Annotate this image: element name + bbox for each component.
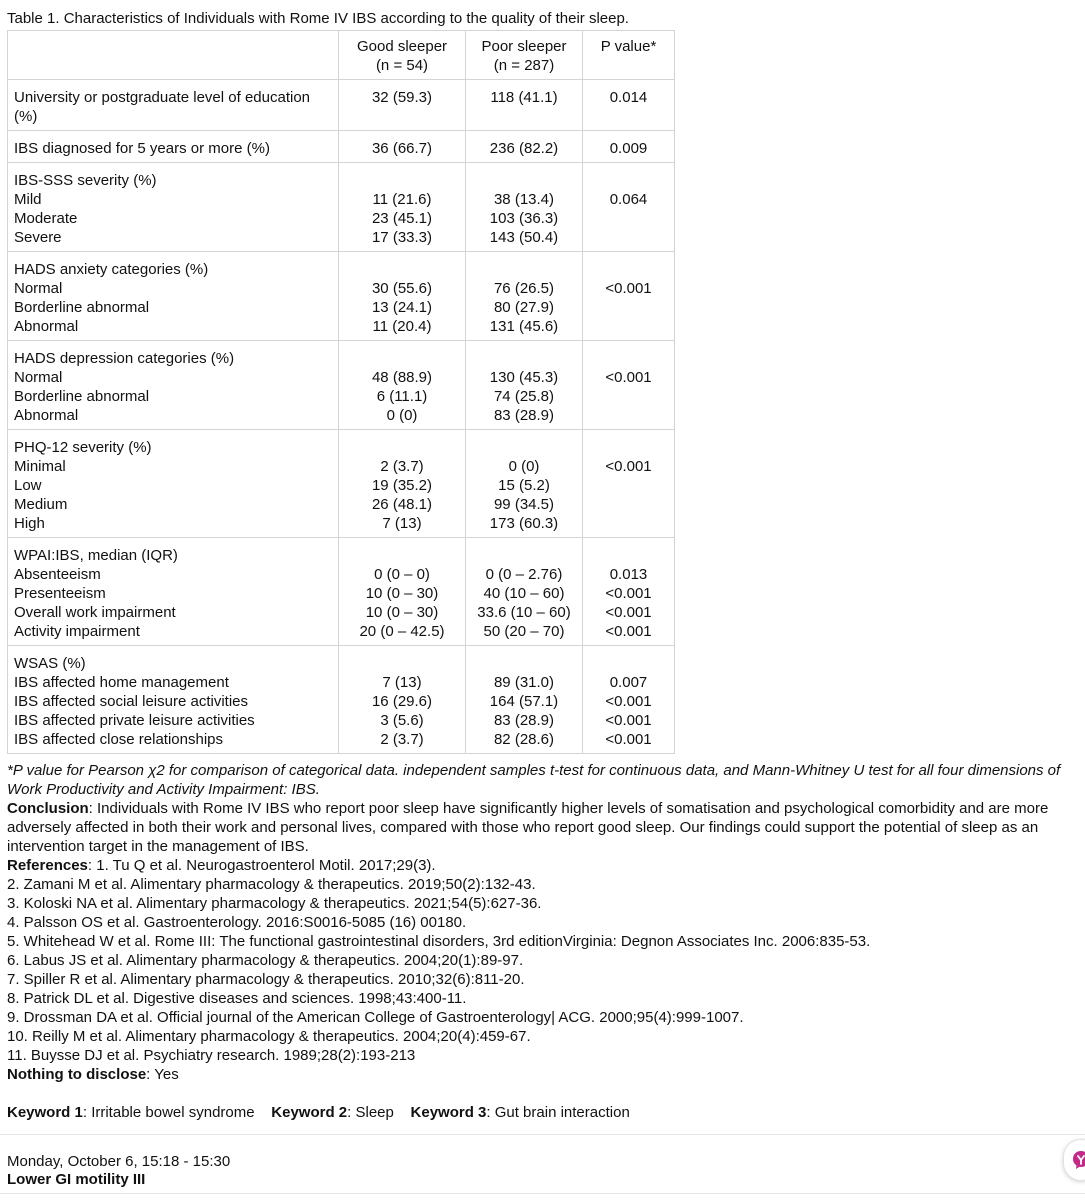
poor-sleeper-value-cell xyxy=(466,163,583,252)
good-sleeper-value: 36 (66.7) xyxy=(371,140,433,157)
p-value: 0.013 xyxy=(609,566,648,583)
row-heading: HADS anxiety categories (%) xyxy=(14,261,209,278)
poor-sleeper-value: 0 (0 – 2.76) xyxy=(485,566,563,583)
ai-assistant-icon xyxy=(1070,1149,1085,1171)
conclusion-label: Conclusion xyxy=(7,800,89,817)
good-sleeper-value: 19 (35.2) xyxy=(371,477,433,494)
p-value: <0.001 xyxy=(605,712,652,729)
row-label-cell xyxy=(8,163,339,252)
references-heading xyxy=(7,856,1079,875)
p-value: 0.014 xyxy=(609,89,648,106)
poor-sleeper-value: 82 (28.6) xyxy=(493,731,555,748)
good-sleeper-value: 13 (24.1) xyxy=(371,299,433,316)
row-sublabel: Absenteeism xyxy=(14,566,101,583)
session-datetime: Monday, October 6, 15:18 - 15:30 xyxy=(7,1153,231,1170)
row-label-cell xyxy=(8,252,339,341)
p-value xyxy=(585,349,672,368)
poor-sleeper-value: 89 (31.0) xyxy=(493,674,555,691)
row-label-cell xyxy=(8,80,339,131)
poor-sleeper-value-cell xyxy=(466,646,583,754)
good-sleeper-value: 0 (0) xyxy=(386,407,418,424)
row-sublabel: IBS affected social leisure activities xyxy=(14,693,249,710)
good-sleeper-value: 10 (0 – 30) xyxy=(365,604,439,621)
good-sleeper-value: 11 (20.4) xyxy=(372,318,432,335)
row-sublabel: Normal xyxy=(14,280,63,297)
good-sleeper-value xyxy=(341,171,463,190)
good-sleeper-value xyxy=(341,260,463,279)
poor-sleeper-value-cell xyxy=(466,538,583,646)
good-sleeper-value: 17 (33.3) xyxy=(371,229,433,246)
table-row xyxy=(8,430,675,538)
good-sleeper-value-cell xyxy=(339,80,466,131)
session-title[interactable]: Lower GI motility III xyxy=(7,1171,146,1188)
row-sublabel: Overall work impairment xyxy=(14,604,176,621)
keyword-3-label: Keyword 3 xyxy=(410,1104,487,1121)
poor-sleeper-value-cell xyxy=(466,341,583,430)
p-value-cell xyxy=(583,252,675,341)
good-sleeper-value: 48 (88.9) xyxy=(371,369,433,386)
p-value-cell xyxy=(583,646,675,754)
poor-sleeper-value: 164 (57.1) xyxy=(489,693,559,710)
p-value: <0.001 xyxy=(605,280,652,297)
good-sleeper-value: 11 (21.6) xyxy=(372,191,432,208)
good-sleeper-value: 2 (3.7) xyxy=(380,731,424,748)
reference-item: : 1. Tu Q et al. Neurogastroenterol Motil. 2017;29(3). xyxy=(87,857,436,874)
poor-sleeper-value: 15 (5.2) xyxy=(498,477,550,494)
session-info[interactable] xyxy=(7,1153,230,1189)
section-divider xyxy=(0,1134,1085,1135)
poor-sleeper-value: 83 (28.9) xyxy=(493,407,555,424)
reference-item: 9. Drossman DA et al. Official journal of the American College of Gastroenterology| ACG. 2000;95(4):999-1007. xyxy=(7,1009,744,1026)
row-sublabel: Borderline abnormal xyxy=(14,299,150,316)
p-value: <0.001 xyxy=(605,458,652,475)
p-value: 0.009 xyxy=(609,140,648,157)
p-value xyxy=(585,438,672,457)
row-sublabel: Low xyxy=(14,477,42,494)
row-label-cell xyxy=(8,131,339,163)
p-value: <0.001 xyxy=(605,585,652,602)
row-sublabel: High xyxy=(14,515,45,532)
row-sublabel: Activity impairment xyxy=(14,623,140,640)
references-label: References xyxy=(7,857,88,874)
poor-sleeper-value-cell xyxy=(466,252,583,341)
row-heading: IBS diagnosed for 5 years or more (%) xyxy=(14,140,270,157)
p-value xyxy=(585,654,672,673)
keyword-2-label: Keyword 2 xyxy=(271,1104,348,1121)
row-label-cell xyxy=(8,430,339,538)
row-sublabel: Severe xyxy=(14,229,62,246)
poor-sleeper-value xyxy=(468,546,580,565)
p-value: <0.001 xyxy=(605,604,652,621)
floating-assistant-button[interactable] xyxy=(1063,1139,1085,1181)
good-sleeper-value xyxy=(341,349,463,368)
good-sleeper-value xyxy=(341,654,463,673)
good-sleeper-value-cell xyxy=(339,538,466,646)
poor-sleeper-value: 40 (10 – 60) xyxy=(483,585,565,602)
poor-sleeper-value: 118 (41.1) xyxy=(490,89,558,106)
poor-sleeper-value-cell xyxy=(466,80,583,131)
row-label-cell xyxy=(8,646,339,754)
table-row xyxy=(8,163,675,252)
keyword-1-value: : Irritable bowel syndrome xyxy=(82,1104,255,1121)
row-sublabel: Abnormal xyxy=(14,318,79,335)
good-sleeper-value: 6 (11.1) xyxy=(376,388,428,405)
good-sleeper-value: 7 (13) xyxy=(382,515,422,532)
table-row xyxy=(8,131,675,163)
row-sublabel: Mild xyxy=(14,191,42,208)
good-sleeper-value: 2 (3.7) xyxy=(380,458,424,475)
row-sublabel: Medium xyxy=(14,496,68,513)
table-row xyxy=(8,341,675,430)
keywords-line xyxy=(7,1103,1079,1122)
row-heading: University or postgraduate level of education (%) xyxy=(14,89,311,125)
row-heading: PHQ-12 severity (%) xyxy=(14,439,152,456)
poor-sleeper-value xyxy=(468,654,580,673)
p-value: <0.001 xyxy=(605,623,652,640)
disclosure-value: : Yes xyxy=(146,1066,179,1083)
good-sleeper-value: 3 (5.6) xyxy=(380,712,424,729)
disclosure-line xyxy=(7,1065,1079,1084)
row-sublabel: Minimal xyxy=(14,458,66,475)
p-value-cell xyxy=(583,80,675,131)
p-value xyxy=(585,171,672,190)
table-row xyxy=(8,80,675,131)
p-value-cell xyxy=(583,163,675,252)
p-value: <0.001 xyxy=(605,731,652,748)
poor-sleeper-value: 0 (0) xyxy=(508,458,540,475)
row-sublabel: IBS affected home management xyxy=(14,674,229,691)
good-sleeper-value: 32 (59.3) xyxy=(371,89,433,106)
poor-sleeper-value xyxy=(468,171,580,190)
reference-item: 7. Spiller R et al. Alimentary pharmacology & therapeutics. 2010;32(6):811-20. xyxy=(7,971,525,988)
poor-sleeper-value: 131 (45.6) xyxy=(489,318,559,335)
poor-sleeper-value xyxy=(468,349,580,368)
good-sleeper-value: 20 (0 – 42.5) xyxy=(359,623,445,640)
p-value-cell xyxy=(583,341,675,430)
row-sublabel: IBS affected private leisure activities xyxy=(14,712,255,729)
bottom-divider xyxy=(0,1193,1085,1194)
p-value: 0.064 xyxy=(609,191,648,208)
reference-item: 11. Buysse DJ et al. Psychiatry research. 1989;28(2):193-213 xyxy=(7,1047,416,1064)
row-heading: WPAI:IBS, median (IQR) xyxy=(14,547,178,564)
row-heading: WSAS (%) xyxy=(14,655,86,672)
row-label-cell xyxy=(8,341,339,430)
reference-item: 10. Reilly M et al. Alimentary pharmacology & therapeutics. 2004;20(4):459-67. xyxy=(7,1028,531,1045)
poor-sleeper-value: 50 (20 – 70) xyxy=(483,623,565,640)
row-heading: HADS depression categories (%) xyxy=(14,350,235,367)
poor-sleeper-value: 143 (50.4) xyxy=(489,229,559,246)
keyword-3-value: : Gut brain interaction xyxy=(486,1104,630,1121)
p-value xyxy=(585,546,672,565)
conclusion-text: : Individuals with Rome IV IBS who report poor sleep have significantly higher levels of somatisation and psychological comorbidity and are more adversely affected in both their work and personal lives, compared with those who report good sleep. Our findings could support the potential of sleep as an intervention target in the management of IBS. xyxy=(7,800,1049,855)
good-sleeper-value-cell xyxy=(339,163,466,252)
keyword-1-label: Keyword 1 xyxy=(7,1104,83,1121)
p-value xyxy=(585,260,672,279)
good-sleeper-value: 10 (0 – 30) xyxy=(365,585,439,602)
reference-item: 3. Koloski NA et al. Alimentary pharmacology & therapeutics. 2021;54(5):627-36. xyxy=(7,895,542,912)
row-sublabel: IBS affected close relationships xyxy=(14,731,224,748)
good-sleeper-value-cell xyxy=(339,131,466,163)
row-sublabel: Normal xyxy=(14,369,63,386)
row-heading: IBS-SSS severity (%) xyxy=(14,172,157,189)
good-sleeper-value-cell xyxy=(339,341,466,430)
abstract-body xyxy=(7,761,1079,1122)
row-sublabel: Borderline abnormal xyxy=(14,388,150,405)
p-value-cell xyxy=(583,131,675,163)
poor-sleeper-value: 80 (27.9) xyxy=(493,299,555,316)
good-sleeper-value: 26 (48.1) xyxy=(371,496,433,513)
poor-sleeper-value: 38 (13.4) xyxy=(493,191,555,208)
poor-sleeper-value: 76 (26.5) xyxy=(493,280,555,297)
reference-list xyxy=(7,875,1079,1065)
keyword-2-value: : Sleep xyxy=(347,1104,394,1121)
good-sleeper-value: 30 (55.6) xyxy=(371,280,433,297)
table-header-row xyxy=(8,31,675,80)
p-value: 0.007 xyxy=(609,674,648,691)
header-characteristic xyxy=(8,31,339,80)
poor-sleeper-value: 103 (36.3) xyxy=(489,210,559,227)
poor-sleeper-value-cell xyxy=(466,430,583,538)
reference-item: 8. Patrick DL et al. Digestive diseases and sciences. 1998;43:400-11. xyxy=(7,990,467,1007)
poor-sleeper-value: 83 (28.9) xyxy=(493,712,555,729)
reference-item: 5. Whitehead W et al. Rome III: The functional gastrointestinal disorders, 3rd editionVirginia: Degnon Associates Inc. 2006:835-53. xyxy=(7,933,871,950)
poor-sleeper-value: 236 (82.2) xyxy=(489,140,559,157)
good-sleeper-value: 16 (29.6) xyxy=(371,693,433,710)
p-value: <0.001 xyxy=(605,369,652,386)
poor-sleeper-value: 130 (45.3) xyxy=(489,369,559,386)
poor-sleeper-value-cell xyxy=(466,131,583,163)
conclusion-paragraph xyxy=(7,799,1079,856)
good-sleeper-value-cell xyxy=(339,646,466,754)
header-p-value: P value* xyxy=(583,31,675,80)
characteristics-table xyxy=(7,30,675,754)
p-value-cell xyxy=(583,430,675,538)
reference-item: 6. Labus JS et al. Alimentary pharmacology & therapeutics. 2004;20(1):89-97. xyxy=(7,952,524,969)
p-value-cell xyxy=(583,538,675,646)
poor-sleeper-value: 173 (60.3) xyxy=(489,515,559,532)
table-row xyxy=(8,252,675,341)
poor-sleeper-value: 74 (25.8) xyxy=(493,388,555,405)
row-label-cell xyxy=(8,538,339,646)
good-sleeper-value xyxy=(341,546,463,565)
good-sleeper-value: 23 (45.1) xyxy=(371,210,433,227)
table-caption: Table 1. Characteristics of Individuals with Rome IV IBS according to the quality of their sleep. xyxy=(7,10,629,27)
poor-sleeper-value xyxy=(468,438,580,457)
good-sleeper-value xyxy=(341,438,463,457)
poor-sleeper-value: 99 (34.5) xyxy=(493,496,555,513)
p-value: <0.001 xyxy=(605,693,652,710)
table-row xyxy=(8,646,675,754)
row-sublabel: Moderate xyxy=(14,210,78,227)
reference-item: 4. Palsson OS et al. Gastroenterology. 2016:S0016-5085 (16) 00180. xyxy=(7,914,467,931)
table-row xyxy=(8,538,675,646)
good-sleeper-value: 0 (0 – 0) xyxy=(374,566,430,583)
poor-sleeper-value: 33.6 (10 – 60) xyxy=(477,604,571,621)
good-sleeper-value: 7 (13) xyxy=(382,674,422,691)
reference-item: 2. Zamani M et al. Alimentary pharmacology & therapeutics. 2019;50(2):132-43. xyxy=(7,876,536,893)
row-sublabel: Presenteeism xyxy=(14,585,106,602)
poor-sleeper-value xyxy=(468,260,580,279)
header-good-sleeper: Good sleeper (n = 54) xyxy=(339,31,466,80)
good-sleeper-value-cell xyxy=(339,252,466,341)
table-footnote: *P value for Pearson χ2 for comparison of categorical data. independent samples t-test for continuous data, and Mann-Whitney U test for all four dimensions of Work Productivity and Activity Impairment: IBS. xyxy=(7,762,1061,798)
good-sleeper-value-cell xyxy=(339,430,466,538)
row-sublabel: Abnormal xyxy=(14,407,79,424)
header-poor-sleeper: Poor sleeper (n = 287) xyxy=(466,31,583,80)
disclosure-label: Nothing to disclose xyxy=(7,1066,147,1083)
